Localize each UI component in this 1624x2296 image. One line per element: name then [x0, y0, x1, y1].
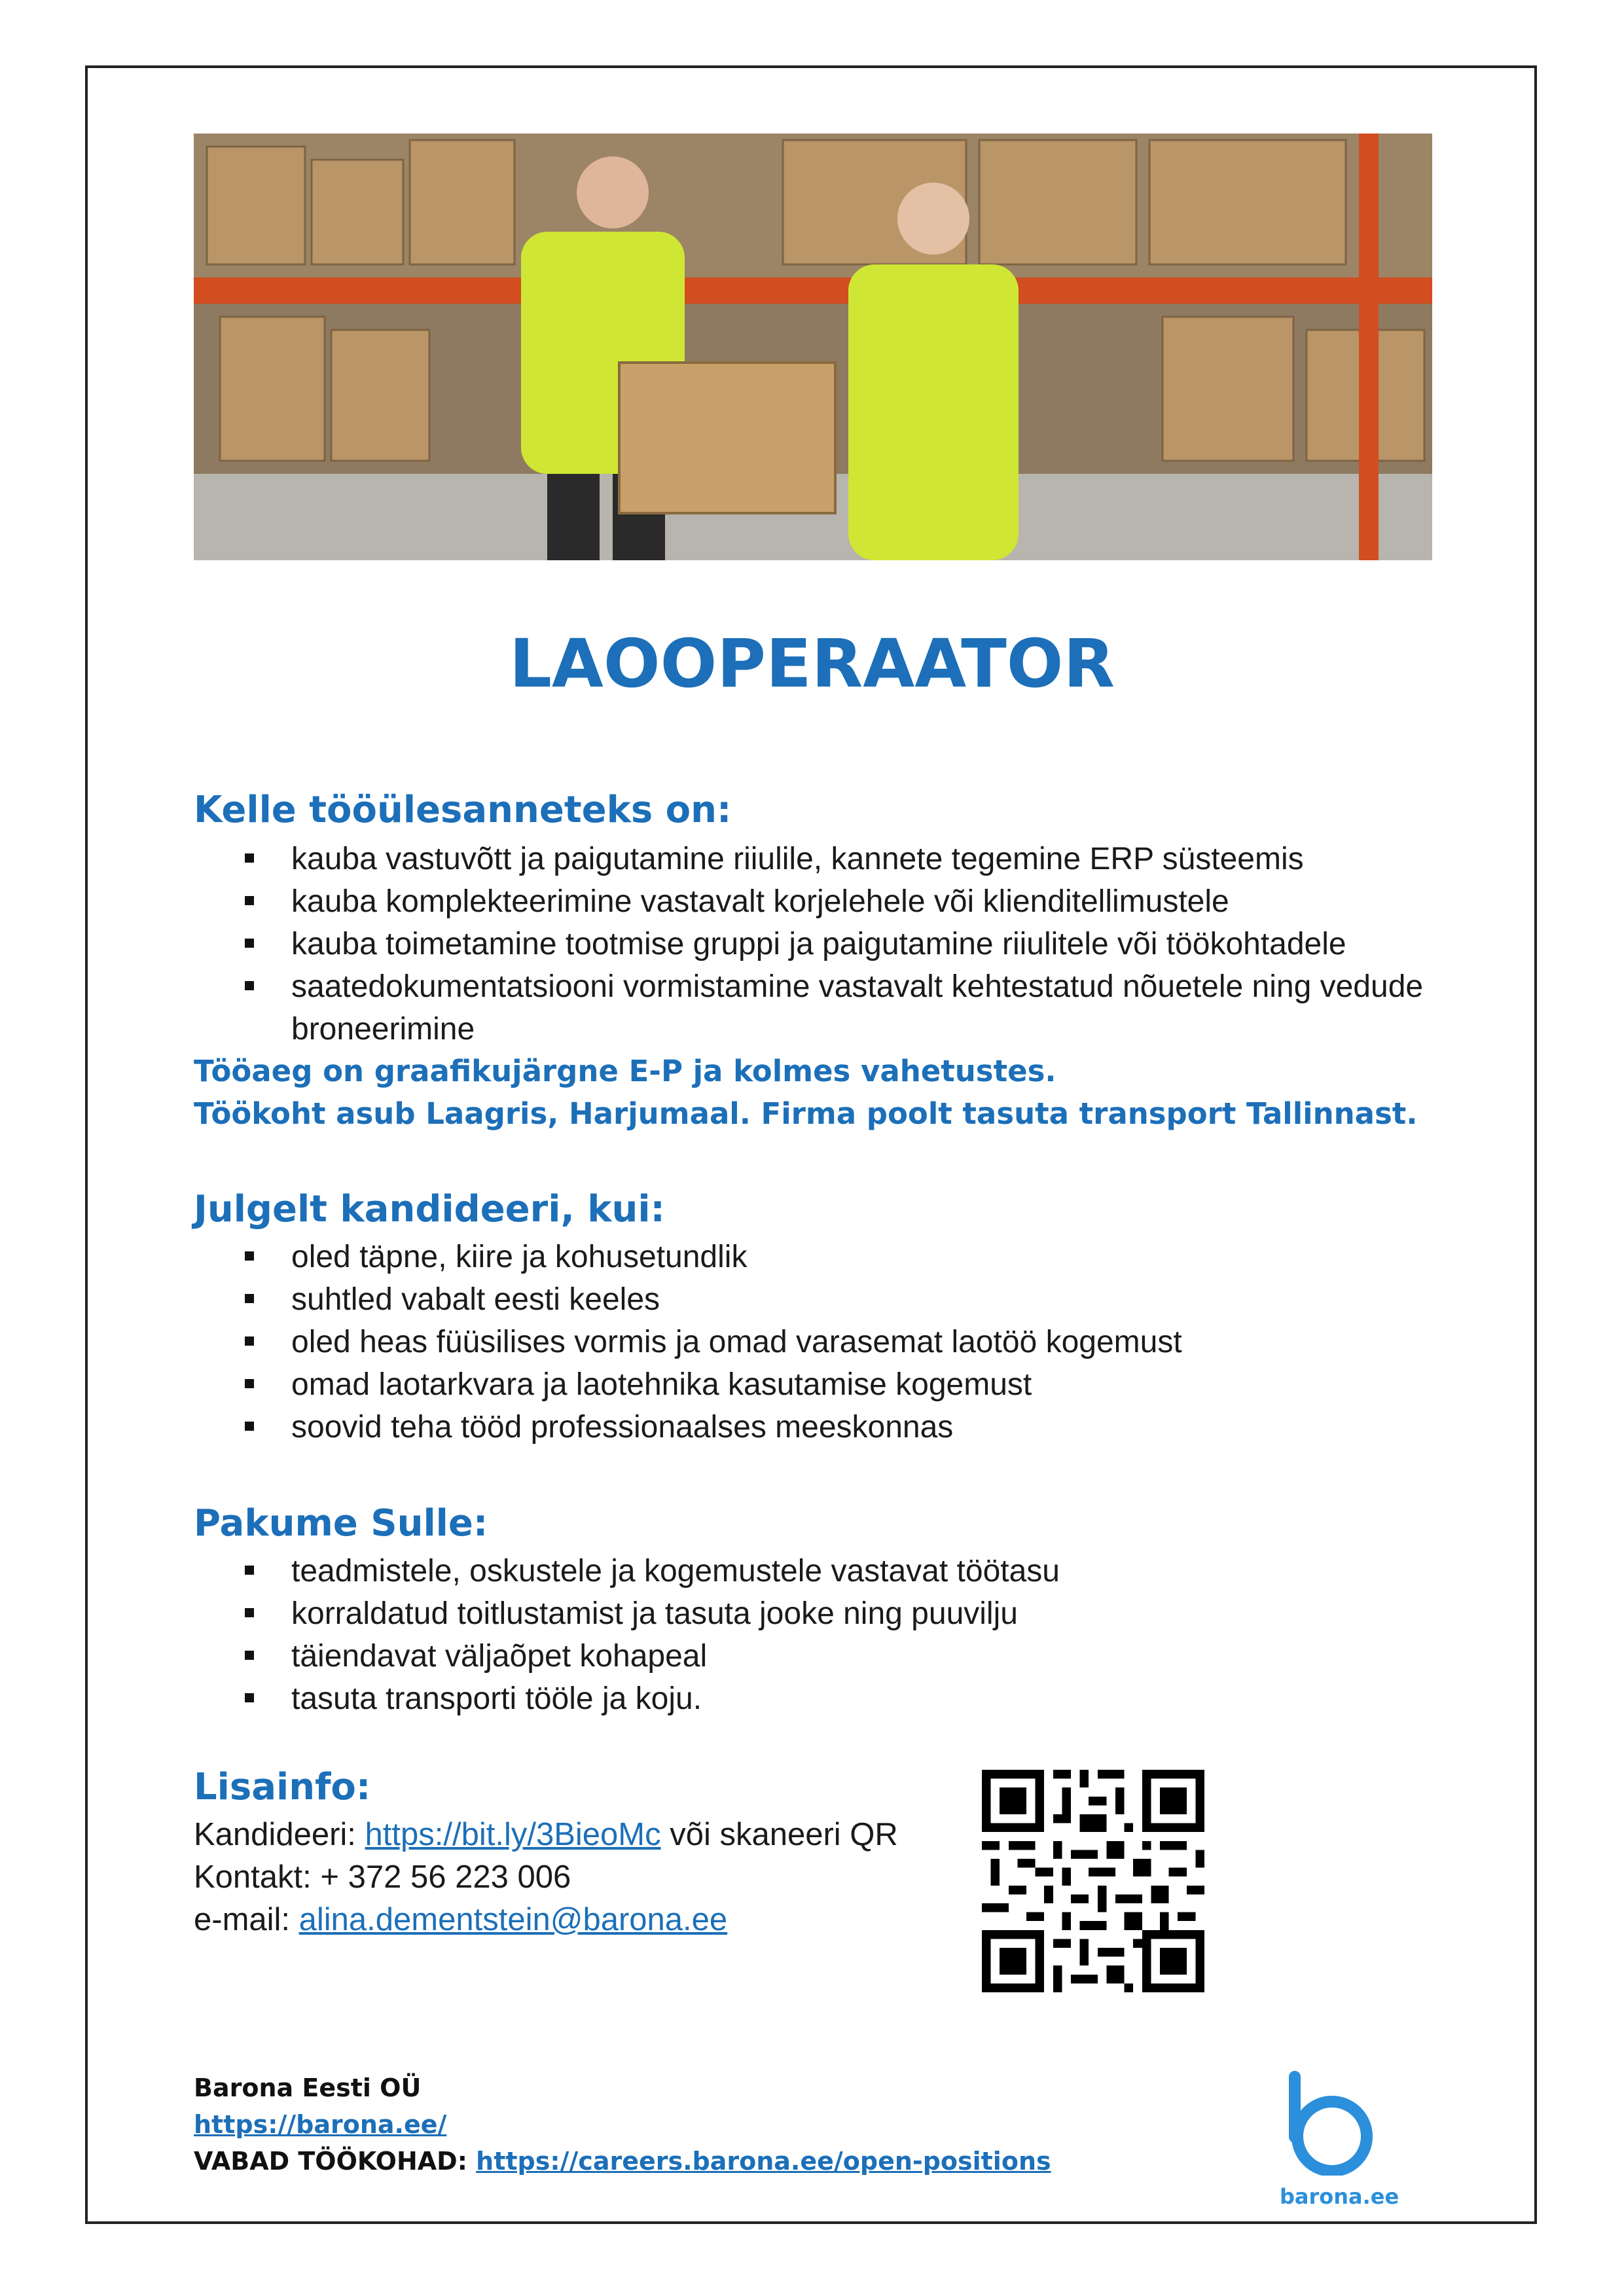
- barona-logo: [1280, 2071, 1399, 2209]
- list-item: korraldatud toitlustamist ja tasuta jooke ning puuvilju: [242, 1592, 1440, 1635]
- website-link[interactable]: https://barona.ee/: [194, 2110, 447, 2139]
- qr-code-icon[interactable]: [982, 1770, 1204, 1992]
- duties-list: [242, 838, 1440, 1050]
- apply-suffix: või skaneeri QR: [660, 1817, 898, 1852]
- duties-heading: Kelle tööülesanneteks on:: [194, 789, 732, 831]
- benefits-list: [242, 1550, 1440, 1720]
- jobs-prefix: VABAD TÖÖKOHAD:: [194, 2147, 477, 2176]
- list-item: oled heas füüsilises vormis ja omad varasemat laotöö kogemust: [242, 1321, 1440, 1363]
- list-item: soovid teha tööd professionaalses meeskonnas: [242, 1406, 1440, 1448]
- list-item: tasuta transporti tööle ja koju.: [242, 1677, 1440, 1720]
- info-heading: Lisainfo:: [194, 1766, 371, 1808]
- location-note: Töökoht asub Laagris, Harjumaal. Firma poolt tasuta transport Tallinnast.: [194, 1096, 1418, 1131]
- list-item: suhtled vabalt eesti keeles: [242, 1278, 1440, 1321]
- email-line: [194, 1901, 727, 1938]
- list-item: kauba vastuvõtt ja paigutamine riiulile, kannete tegemine ERP süsteemis: [242, 838, 1440, 880]
- jobs-line: [194, 2147, 1051, 2176]
- barona-b-icon: [1280, 2071, 1378, 2176]
- jobs-link[interactable]: https://careers.barona.ee/open-positions: [476, 2147, 1051, 2176]
- company-name: Barona Eesti OÜ: [194, 2073, 422, 2102]
- contact-line: Kontakt: + 372 56 223 006: [194, 1859, 571, 1895]
- email-prefix: e-mail:: [194, 1902, 299, 1937]
- apply-heading: Julgelt kandideeri, kui:: [194, 1188, 665, 1230]
- job-title: LAOOPERAATOR: [509, 625, 1115, 703]
- list-item: täiendavat väljaõpet kohapeal: [242, 1635, 1440, 1677]
- list-item: kauba komplekteerimine vastavalt korjelehele või klienditellimustele: [242, 880, 1440, 923]
- list-item: saatedokumentatsiooni vormistamine vastavalt kehtestatud nõuetele ning vedude broneerimine: [242, 965, 1440, 1050]
- apply-line: [194, 1816, 898, 1853]
- logo-text: barona.ee: [1280, 2184, 1399, 2209]
- list-item: omad laotarkvara ja laotehnika kasutamise kogemust: [242, 1363, 1440, 1406]
- list-item: teadmistele, oskustele ja kogemustele vastavat töötasu: [242, 1550, 1440, 1592]
- requirements-list: [242, 1236, 1440, 1448]
- offer-heading: Pakume Sulle:: [194, 1502, 488, 1545]
- warehouse-photo: [194, 134, 1432, 560]
- apply-prefix: Kandideeri:: [194, 1817, 365, 1852]
- apply-link[interactable]: https://bit.ly/3BieoMc: [365, 1817, 661, 1852]
- list-item: oled täpne, kiire ja kohusetundlik: [242, 1236, 1440, 1278]
- schedule-note: Tööaeg on graafikujärgne E-P ja kolmes vahetustes.: [194, 1054, 1056, 1088]
- list-item: kauba toimetamine tootmise gruppi ja paigutamine riiulitele või töökohtadele: [242, 923, 1440, 965]
- email-link[interactable]: alina.dementstein@barona.ee: [298, 1902, 728, 1937]
- website-line: [194, 2110, 446, 2139]
